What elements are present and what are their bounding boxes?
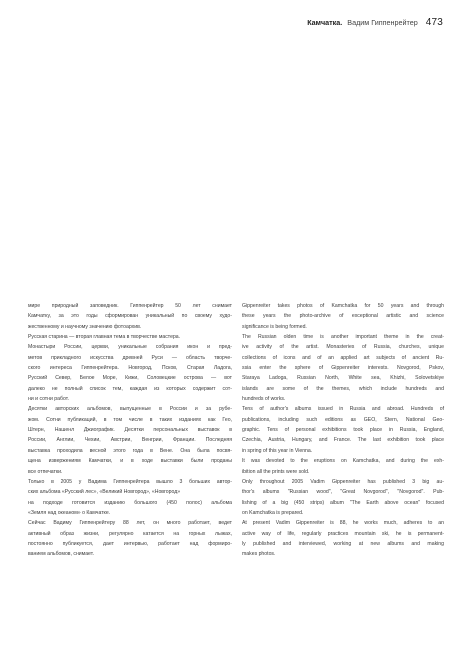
english-text-line: ly published and interviewed, working at new albums and making: [242, 540, 444, 547]
section-title: Камчатка.: [307, 18, 343, 27]
english-text-line: Tens of author's albums issued in Russia and abroad. Hundreds of: [242, 406, 444, 413]
english-text-line: Only throughout 2005 Vadim Gippenreiter has published 3 big au-: [242, 478, 444, 485]
russian-text-line: Русский Север, Белое Море, Кижи, Соловецкие острова — вот: [28, 375, 232, 382]
russian-text-line: метов прикладного искусства древней Руси — область творче-: [28, 354, 232, 361]
russian-text-line: России, Англии, Чехии, Австрии, Венгрии, Франции. Последняя: [28, 437, 232, 444]
russian-text-line: далеко не полный список тем, каждая из которых содержит сот-: [28, 385, 232, 392]
russian-text-line: ского интереса Гиппенрейтера. Новгород, Псков, Старая Ладога,: [28, 365, 232, 372]
russian-text-line: Десятки авторских альбомов, выпущенные в России и за рубе-: [28, 406, 232, 413]
english-text-column: [242, 301, 444, 560]
english-text-line: ssia enter the sphere of Gippenreiter interests. Novgorod, Pskov,: [242, 365, 444, 372]
running-head: [307, 17, 443, 28]
russian-text-line: все отпечатки.: [28, 468, 63, 475]
english-text-line: graphic. Tens of personal exhibitions took place in Russia, England,: [242, 427, 444, 434]
english-text-line: thor's albums "Russian wood", "Great Novgorod", "Novgorod". Pub-: [242, 489, 444, 496]
russian-text-column: [28, 301, 232, 560]
russian-text-line: Сейчас Вадиму Гиппенрейтеру 88 лет, он много работает, ведет: [28, 520, 232, 527]
english-text-line: ibition all the prints were sold.: [242, 468, 310, 475]
english-text-line: on Kamchatka is prepared.: [242, 509, 304, 516]
english-text-line: Czechia, Austria, Hungary, and France. The last exhibition took place: [242, 437, 444, 444]
english-text-line: publications, including such editions as GEO, Stern, National Geo-: [242, 416, 444, 423]
russian-text-line: выставка проходила весной этого года в Вене. Она была посвя-: [28, 447, 232, 454]
english-text-line: active way of life, regularly practices mountain ski, he is permanent-: [242, 530, 444, 537]
russian-text-line: Камчатку, за это годы сформирован уникальный по своему худо-: [28, 313, 232, 320]
russian-text-line: ских альбома «Русский лес», «Великий Новгород», «Новгород»: [28, 489, 181, 496]
english-text-line: significance is being formed.: [242, 323, 307, 330]
russian-text-line: жом. Сотни публикаций, в том числе в таких изданиях как Гео,: [28, 416, 232, 423]
english-text-line: It was devoted to the eruptions on Kamchatka, and during the exh-: [242, 458, 444, 465]
russian-text-line: ванием альбомов, снимает.: [28, 551, 94, 558]
author-name: Вадим Гиппенрейтер: [347, 18, 418, 27]
russian-text-line: Монастыри России, церкви, уникальные собрания икон и пред-: [28, 344, 232, 351]
russian-text-line: активный образ жизни, регулярно катается на горных лыжах,: [28, 530, 232, 537]
english-text-line: At present Vadim Gippenreiter is 88, he works much, adheres to an: [242, 520, 444, 527]
russian-text-line: Штерн, Нашенл Джиографик. Десятки персональных выставок в: [28, 427, 232, 434]
russian-text-line: «Земля над океаном» о Камчатке.: [28, 509, 111, 516]
english-text-line: these years the photo-archive of exceptional artistic and science: [242, 313, 444, 320]
english-text-line: Gippenreiter takes photos of Kamchatka for 50 years and through: [242, 303, 444, 309]
russian-text-line: Русская старина — вторая главная тема в творчестве мастера.: [28, 334, 181, 341]
english-text-line: islands are some of the themes, which include hundreds and: [242, 385, 444, 392]
russian-text-line: постоянно публикуется, дает интервью, работает над формиро-: [28, 540, 232, 547]
english-text-line: in spring of this year in Vienna.: [242, 447, 313, 454]
english-text-line: hundreds of works.: [242, 396, 286, 403]
english-text-line: The Russian olden time is another important theme in the creat-: [242, 334, 444, 341]
english-text-line: lishing of a big (450 strips) album "The Earth above ocean" focused: [242, 499, 444, 506]
english-text-line: makes photos.: [242, 551, 276, 558]
english-text-line: collections of icons and of an applied art subjects of ancient Ru-: [242, 354, 444, 361]
page-number: 473: [425, 17, 443, 28]
russian-text-line: щена извержениям Камчатки, и в ходе выставки были проданы: [28, 458, 232, 465]
russian-text-line: ни и сотни работ.: [28, 396, 69, 403]
russian-text-line: мире природный заповедник. Гиппенрейтер 50 лет снимает: [28, 303, 232, 309]
russian-text-line: жественному и научному значению фотоархив.: [28, 323, 142, 330]
russian-text-line: на подходе готовится изданию большого (450 полос) альбома: [28, 499, 232, 506]
english-text-line: ive activity of the artist. Monasteries of Russia, churches, unique: [242, 344, 444, 351]
english-text-line: Staraya Ladoga, Russian North, White sea, Khizhi, Solovetskiye: [242, 375, 444, 382]
russian-text-line: Только в 2005 у Вадима Гиппенрейтера вышло 3 больших автор-: [28, 478, 232, 485]
